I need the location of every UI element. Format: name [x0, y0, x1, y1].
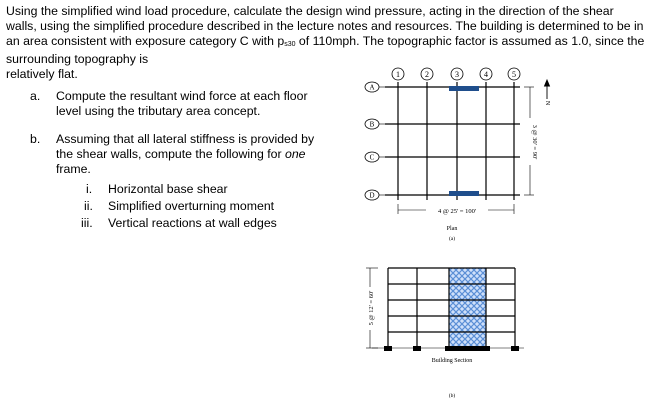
- column-label-2: 2: [425, 70, 429, 79]
- subscript: s30: [284, 41, 296, 49]
- north-arrow-icon: [545, 80, 550, 99]
- row-label-a: A: [369, 83, 375, 92]
- section-caption: Building Section: [431, 358, 473, 364]
- width-dimension-label: 4 @ 25' = 100': [438, 208, 476, 215]
- plan-caption: Plan: [446, 226, 458, 232]
- shear-wall-elevation: [449, 268, 486, 347]
- subitem-ii-text: Simplified overturning moment: [108, 199, 275, 213]
- row-label-c: C: [369, 153, 375, 162]
- part-b-marker: b.: [30, 132, 41, 146]
- shear-wall-south: [449, 191, 479, 196]
- height-dimension-label: 5 @ 12' = 60': [368, 290, 375, 326]
- column-label-5: 5: [512, 70, 516, 79]
- depth-dimension-label: 3 @ 30' = 90': [531, 124, 538, 160]
- subitem-ii-marker: ii.: [84, 199, 93, 213]
- column-label-1: 1: [396, 70, 400, 79]
- column-label-3: 3: [455, 70, 459, 79]
- problem-intro: Using the simplified wind load procedure, calculate the design wind pressure, acting in the direction of the shear walls, using the simplified procedure described in the lecture notes and resources. The building is determined to be in an area consistent with exposure category C with ps30 of 110mph. The topographic factor is assumed as 1.0, since the surrounding topography is relatively flat.: [6, 4, 645, 81]
- north-label: N: [544, 100, 550, 106]
- subitem-i-text: Horizontal base shear: [108, 182, 228, 196]
- plan-sub-caption: (a): [448, 236, 456, 242]
- footings: [384, 346, 519, 351]
- column-label-4: 4: [484, 70, 488, 79]
- subitem-iii-marker: iii.: [81, 216, 93, 230]
- plan-grid: [385, 82, 520, 200]
- subitem-i-marker: i.: [86, 182, 93, 196]
- part-a-text: Compute the resultant wind force at each floor level using the tributary area concept.: [56, 89, 308, 118]
- row-label-d: D: [369, 191, 375, 200]
- subitem-iii-text: Vertical reactions at wall edges: [108, 216, 277, 230]
- part-a-marker: a.: [30, 89, 41, 103]
- row-label-b: B: [369, 120, 375, 129]
- section-sub-caption: (b): [448, 393, 456, 399]
- row-bubbles: [365, 82, 379, 200]
- intro-last-line: relatively flat.: [6, 66, 78, 81]
- shear-wall-north: [449, 86, 479, 91]
- part-b-text: Assuming that all lateral stiffness is provided by the shear walls, compute the following for one frame.: [56, 132, 315, 176]
